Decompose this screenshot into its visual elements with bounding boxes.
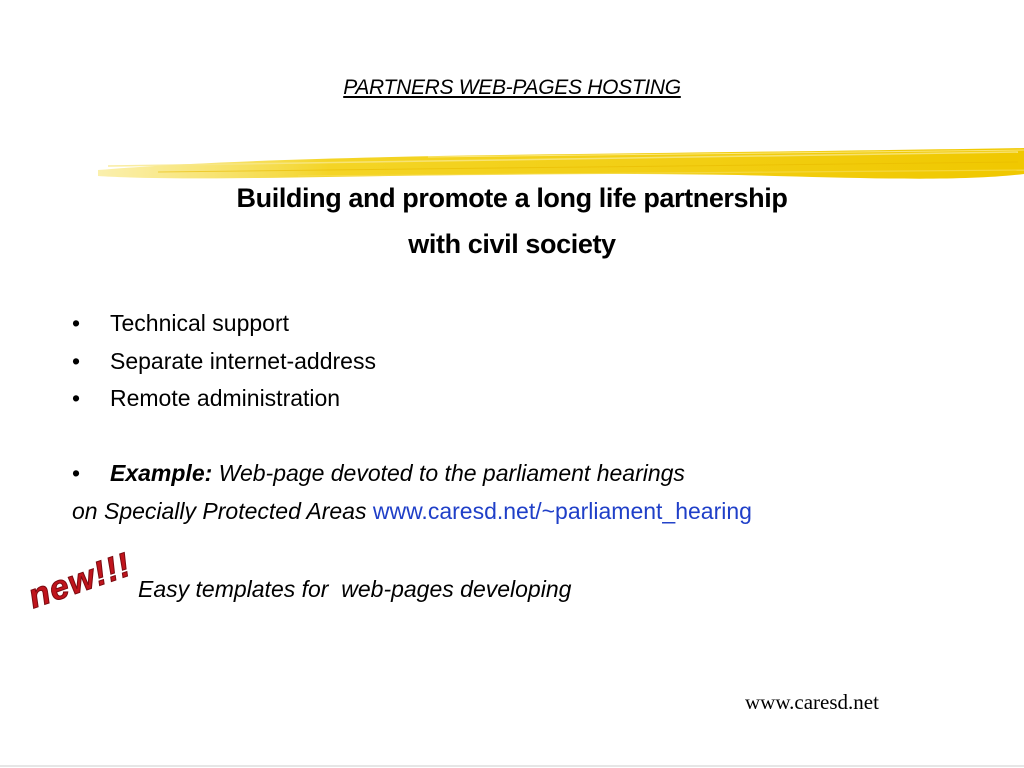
list-item — [72, 343, 376, 381]
bullet-text: Technical support — [110, 310, 289, 336]
bullet-icon: • — [72, 310, 81, 336]
example-line-2 — [72, 492, 752, 530]
headline-line-2: with civil society — [408, 229, 616, 259]
bottom-divider — [0, 765, 1024, 767]
bullet-text: Remote administration — [110, 385, 341, 411]
example-text-2: on Specially Protected Areas — [72, 498, 373, 524]
example-line-1 — [72, 454, 752, 492]
example-label: Example: — [110, 460, 213, 486]
example-block — [72, 454, 752, 530]
bullet-text: Separate internet-address — [110, 347, 376, 374]
parliament-hearing-link[interactable]: www.caresd.net/~parliament_hearing — [372, 498, 752, 524]
footer-url: www.caresd.net — [745, 690, 879, 714]
bullet-icon: • — [72, 347, 81, 374]
headline — [0, 175, 1024, 267]
bullet-icon: • — [72, 385, 81, 411]
headline-line-1: Building and promote a long life partnership — [236, 183, 788, 213]
new-stamp: new!!! — [23, 545, 136, 617]
bullet-icon: • — [72, 460, 81, 486]
bullet-list — [72, 305, 376, 418]
list-item — [72, 380, 376, 418]
list-item — [72, 305, 376, 343]
templates-text: Easy templates for web-pages developing — [138, 576, 572, 602]
slide-title: PARTNERS WEB-PAGES HOSTING — [343, 76, 681, 99]
example-text-1: Web-page devoted to the parliament hearings — [212, 460, 685, 486]
